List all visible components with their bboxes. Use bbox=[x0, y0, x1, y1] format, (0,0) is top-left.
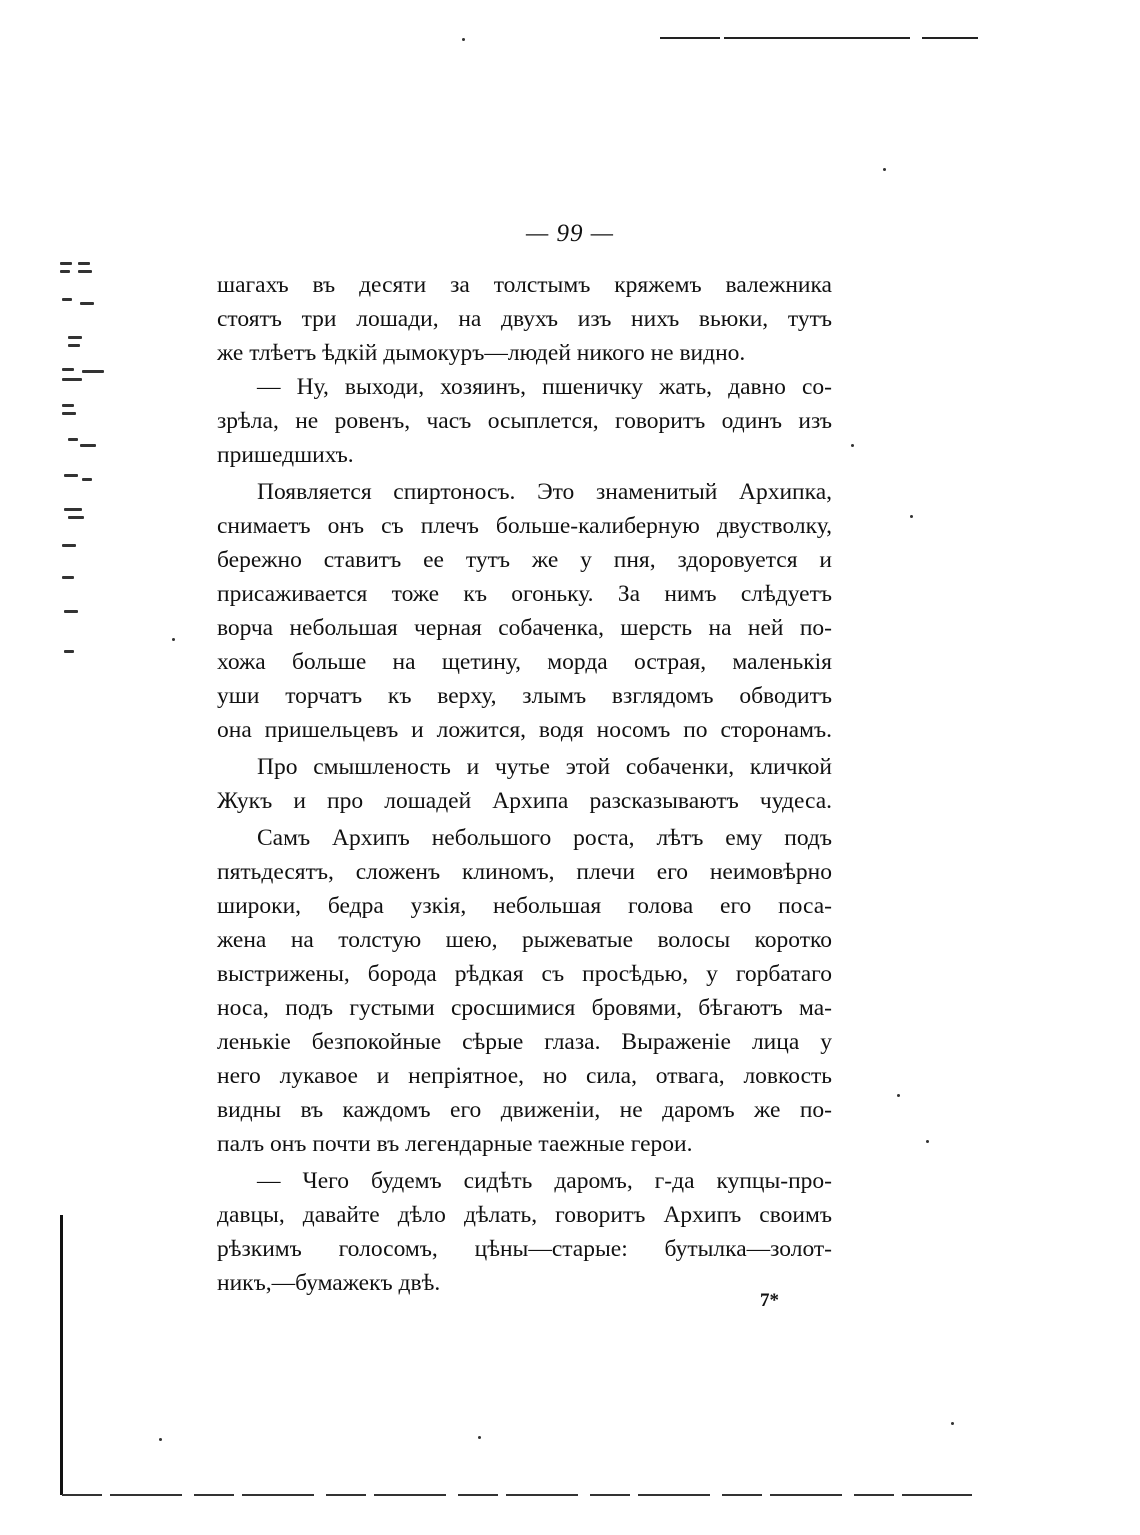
paragraph-4 bbox=[217, 750, 832, 818]
paragraph-6 bbox=[217, 1164, 832, 1300]
text-line: рѣзкимъ голосомъ, цѣны—старые: бутылка—золот- bbox=[217, 1236, 832, 1262]
text-line: Про смышленость и чутье этой собаченки, кличкой bbox=[257, 754, 832, 780]
text-line: Жукъ и про лошадей Архипа разсказываютъ чудеса. bbox=[217, 788, 832, 814]
text-line: уши торчатъ къ верху, злымъ взглядомъ обводитъ bbox=[217, 683, 832, 709]
text-line: Самъ Архипъ небольшого роста, лѣтъ ему подъ bbox=[257, 825, 832, 851]
text-line: носа, подъ густыми сросшимися бровями, бѣгаютъ ма- bbox=[217, 995, 832, 1021]
speck bbox=[897, 1094, 900, 1097]
text-line: давцы, давайте дѣло дѣлать, говоритъ Архипъ своимъ bbox=[217, 1202, 832, 1228]
text-line: же тлѣетъ ѣдкій дымокуръ—людей никого не видно. bbox=[217, 340, 746, 366]
bleed-through-marks bbox=[58, 258, 128, 668]
scan-top-rule bbox=[660, 37, 978, 39]
body-text bbox=[217, 268, 832, 1300]
text-line: широки, бедра узкія, небольшая голова его поса- bbox=[217, 893, 832, 919]
text-line: пришедшихъ. bbox=[217, 442, 354, 468]
text-line: зрѣла, не ровенъ, часъ осыплется, говоритъ одинъ изъ bbox=[217, 408, 832, 434]
speck bbox=[172, 638, 175, 641]
speck bbox=[926, 1140, 929, 1143]
speck bbox=[478, 1436, 481, 1439]
text-line: — Ну, выходи, хозяинъ, пшеничку жать, давно со- bbox=[257, 374, 832, 400]
text-line: шагахъ въ десяти за толстымъ кряжемъ валежника bbox=[217, 272, 832, 298]
text-line: присаживается тоже къ огоньку. За нимъ слѣдуетъ bbox=[217, 581, 832, 607]
text-line: ворча небольшая черная собаченка, шерсть на ней по- bbox=[217, 615, 832, 641]
scan-bottom-rule bbox=[62, 1494, 972, 1496]
speck bbox=[462, 38, 465, 41]
paragraph-1 bbox=[217, 268, 832, 370]
text-line: — Чего будемъ сидѣть даромъ, г-да купцы-про- bbox=[257, 1168, 832, 1194]
text-line: бережно ставитъ ее тутъ же у пня, здоровуется и bbox=[217, 547, 832, 573]
text-line: Появляется спиртоносъ. Это знаменитый Архипка, bbox=[257, 479, 832, 505]
scan-left-rule bbox=[60, 1215, 63, 1495]
text-line: снимаетъ онъ съ плечъ больше-калиберную двустволку, bbox=[217, 513, 832, 539]
text-line: него лукавое и непріятное, но сила, отвага, ловкость bbox=[217, 1063, 832, 1089]
speck bbox=[851, 444, 854, 447]
text-line: никъ,—бумажекъ двѣ. bbox=[217, 1270, 441, 1296]
paragraph-2 bbox=[217, 370, 832, 472]
speck bbox=[910, 515, 913, 518]
speck bbox=[883, 168, 886, 171]
paragraph-3 bbox=[217, 475, 832, 747]
text-line: ленькіе безпокойные сѣрые глаза. Выраженіе лица у bbox=[217, 1029, 832, 1055]
text-line: выстрижены, борода рѣдкая съ просѣдью, у горбатаго bbox=[217, 961, 832, 987]
page-number: — 99 — bbox=[526, 220, 614, 247]
speck bbox=[159, 1438, 162, 1441]
text-line: жена на толстую шею, рыжеватые волосы коротко bbox=[217, 927, 832, 953]
paragraph-5 bbox=[217, 821, 832, 1161]
text-line: палъ онъ почти въ легендарные таежные герои. bbox=[217, 1131, 693, 1157]
text-line: видны въ каждомъ его движеніи, не даромъ же по- bbox=[217, 1097, 832, 1123]
text-line: стоятъ три лошади, на двухъ изъ нихъ вьюки, тутъ bbox=[217, 306, 832, 332]
speck bbox=[951, 1422, 954, 1425]
text-line: она пришельцевъ и ложится, водя носомъ по сторонамъ. bbox=[217, 717, 832, 743]
signature-mark: 7* bbox=[760, 1290, 779, 1311]
text-line: хожа больше на щетину, морда острая, маленькія bbox=[217, 649, 832, 675]
text-line: пятьдесятъ, сложенъ клиномъ, плечи его неимовѣрно bbox=[217, 859, 832, 885]
